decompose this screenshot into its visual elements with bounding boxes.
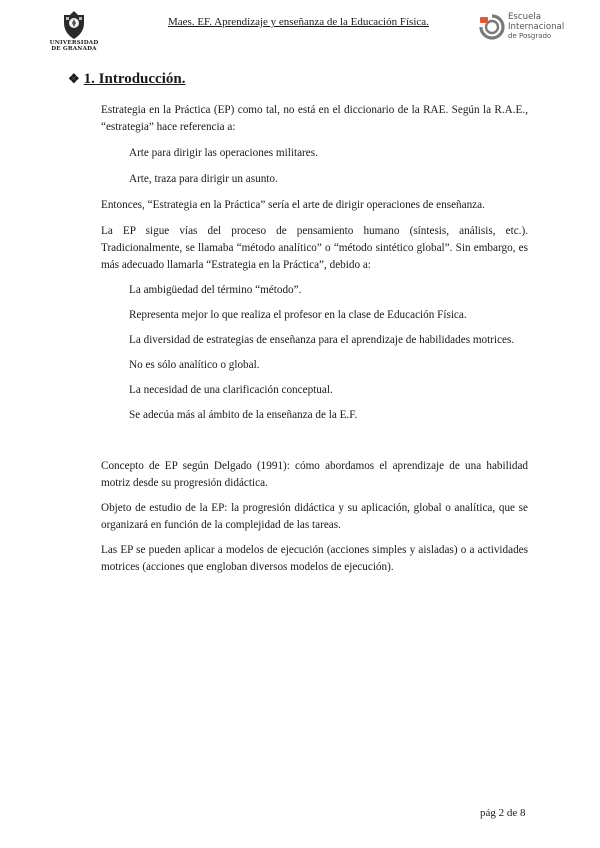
- paragraph-object: Objeto de estudio de la EP: la progresión didáctica y su aplicación, global o analítica, que se organizará en función de la complejidad de las tareas.: [101, 502, 528, 531]
- school-name-line2: Internacional: [508, 21, 565, 32]
- section-heading-text: 1. Introducción.: [83, 71, 186, 87]
- definition-item: Arte para dirigir las operaciones militares.: [129, 147, 318, 159]
- university-logo: [44, 10, 104, 52]
- school-name-line1: Escuela: [508, 12, 542, 22]
- page-number: pág 2 de 8: [480, 807, 526, 819]
- page-header: [0, 0, 600, 60]
- document-body: [101, 102, 528, 576]
- school-logo-icon: [478, 13, 506, 41]
- paragraph-method-naming: La EP sigue vías del proceso de pensamiento humano (síntesis, análisis, etc.). Tradicionalmente, se llamaba “método analítico” o “método sintético global”. Sin embargo, es más adecuado llamarla “Estrategia en la Práctica”, debido a:: [101, 225, 528, 271]
- school-name-line3: de Posgrado: [508, 32, 552, 41]
- reason-item: La diversidad de estrategias de enseñanza para el aprendizaje de habilidades motrices.: [129, 334, 515, 346]
- school-name: [508, 13, 564, 42]
- university-crest-icon: [60, 10, 88, 40]
- reason-item: La necesidad de una clarificación conceptual.: [129, 384, 333, 396]
- paragraph-intro: Estrategia en la Práctica (EP) como tal, no está en el diccionario de la RAE. Según la R.A.E., “estrategia” hace referencia a:: [101, 104, 528, 133]
- university-name-line1: UNIVERSIDAD: [49, 40, 99, 46]
- document-header-title: Maes. EF. Aprendizaje y enseñanza de la Educación Física.: [168, 16, 429, 28]
- reason-item: Representa mejor lo que realiza el profesor en la clase de Educación Física.: [129, 309, 467, 321]
- reason-item: No es sólo analítico o global.: [129, 359, 260, 371]
- university-name: [44, 40, 104, 52]
- paragraph-concept: Concepto de EP según Delgado (1991): cómo abordamos el aprendizaje de una habilidad motriz desde su progresión didáctica.: [101, 460, 528, 489]
- university-name-line2: DE GRANADA: [51, 46, 97, 52]
- section-heading: [68, 71, 185, 88]
- definition-item: Arte, traza para dirigir un asunto.: [129, 173, 278, 185]
- paragraph-definition-conclusion: Entonces, “Estrategia en la Práctica” sería el arte de dirigir operaciones de enseñanza.: [101, 199, 485, 211]
- school-logo: [478, 11, 578, 53]
- reason-item: La ambigüedad del término “método”.: [129, 284, 302, 296]
- reason-item: Se adecúa más al ámbito de la enseñanza de la E.F.: [129, 409, 358, 421]
- diamond-bullet-icon: ❖: [68, 71, 80, 86]
- paragraph-application: Las EP se pueden aplicar a modelos de ejecución (acciones simples y aisladas) o a actividades motrices (acciones que engloban diversos modelos de ejecución).: [101, 544, 528, 573]
